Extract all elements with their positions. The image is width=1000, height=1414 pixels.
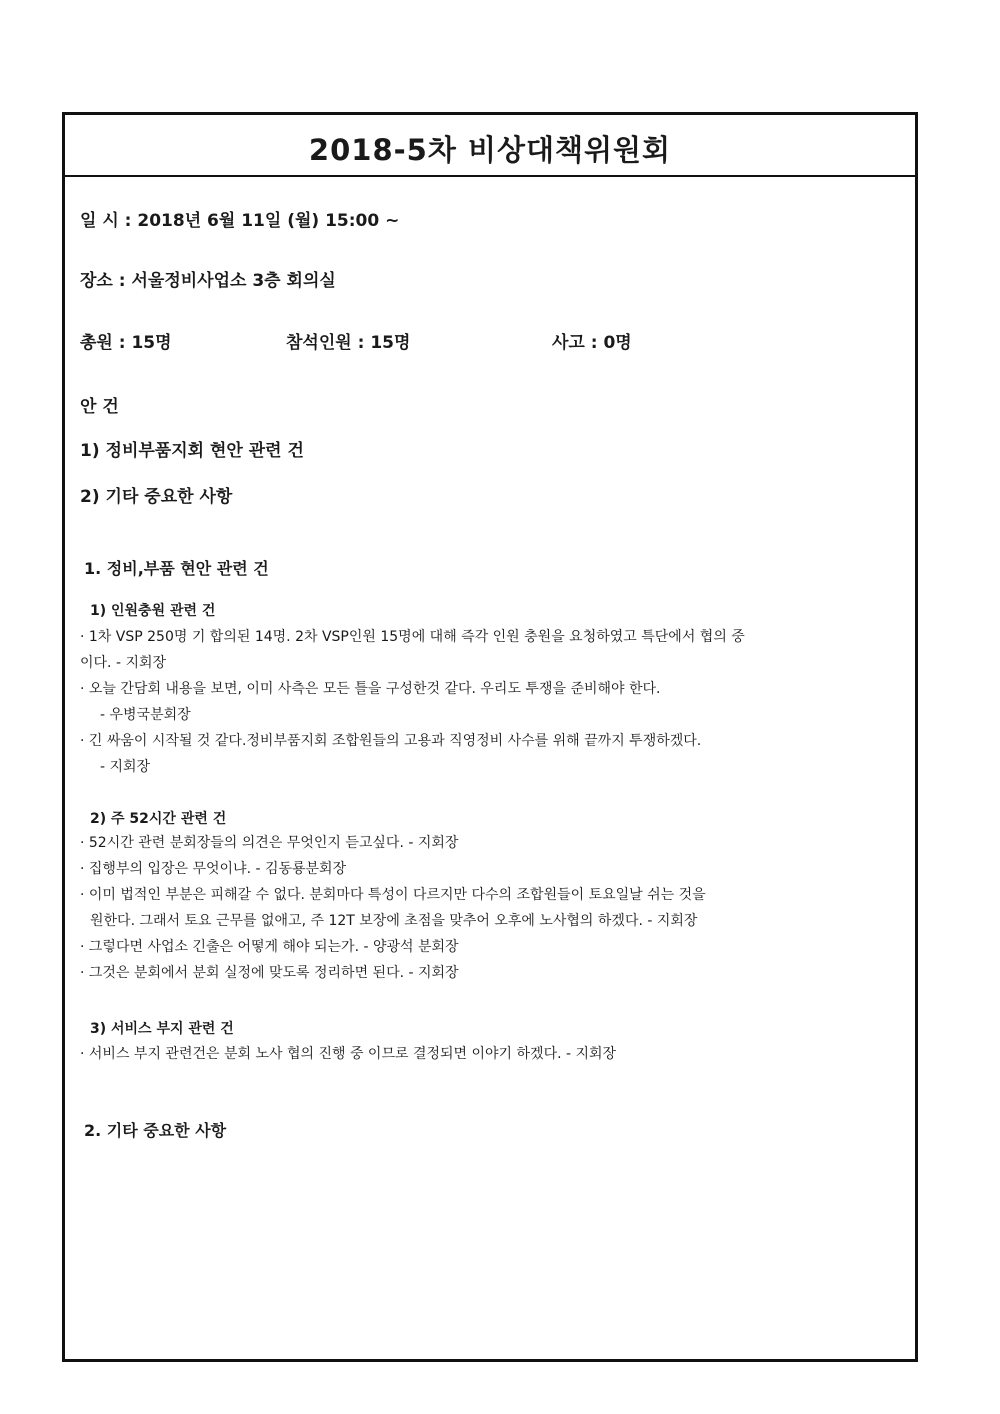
agenda-item-1: 1) 정비부품지회 현안 관련 건 (80, 441, 304, 461)
subsection-1-line: · 오늘 간담회 내용을 보면, 이미 사측은 모든 틀을 구성한것 같다. 우리도 투쟁을 준비해야 한다. (80, 681, 661, 697)
subsection-2-line: · 52시간 관련 분회장들의 의견은 무엇인지 듣고싶다. - 지회장 (80, 835, 459, 851)
subsection-3-line: · 서비스 부지 관련건은 분회 노사 협의 진행 중 이므로 결정되면 이야기 하겠다. - 지회장 (80, 1046, 617, 1062)
subsection-2-line: · 그렇다면 사업소 긴출은 어떻게 해야 되는가. - 양광석 분회장 (80, 939, 459, 955)
section-1-heading: 1. 정비,부품 현안 관련 건 (84, 559, 269, 578)
subsection-1-line: - 지회장 (100, 759, 151, 775)
subsection-2-line: · 집행부의 입장은 무엇이냐. - 김동룡분회장 (80, 861, 347, 877)
subsection-1-line: - 우병국분회장 (100, 707, 191, 723)
meeting-attendees: 참석인원 : 15명 (286, 333, 411, 353)
meeting-datetime: 일 시 : 2018년 6월 11일 (월) 15:00 ~ (80, 211, 400, 231)
subsection-3-heading: 3) 서비스 부지 관련 건 (90, 1021, 234, 1037)
subsection-1-line: · 1차 VSP 250명 기 합의된 14명. 2차 VSP인원 15명에 대해 즉각 인원 충원을 요청하였고 특단에서 협의 중 (80, 629, 745, 645)
meeting-absent: 사고 : 0명 (552, 333, 632, 353)
subsection-1-line: · 긴 싸움이 시작될 것 같다.정비부품지회 조합원들의 고용과 직영정비 사수를 위해 끝까지 투쟁하겠다. (80, 733, 702, 749)
subsection-2-line: · 이미 법적인 부분은 피해갈 수 없다. 분회마다 특성이 다르지만 다수의 조합원들이 토요일날 쉬는 것을 (80, 887, 706, 903)
title-row (65, 115, 915, 177)
meeting-place: 장소 : 서울정비사업소 3층 회의실 (80, 271, 336, 291)
subsection-2-line: · 그것은 분회에서 분회 실정에 맞도록 정리하면 된다. - 지회장 (80, 965, 459, 981)
subsection-2-line: 원한다. 그래서 토요 근무를 없애고, 주 12T 보장에 초점을 맞추어 오후에 노사협의 하겠다. - 지회장 (90, 913, 698, 929)
meeting-total: 총원 : 15명 (80, 333, 172, 353)
agenda-heading: 안 건 (80, 397, 119, 417)
agenda-item-2: 2) 기타 중요한 사항 (80, 487, 233, 507)
section-2-heading: 2. 기타 중요한 사항 (84, 1121, 227, 1140)
document-title: 2018-5차 비상대책위원회 (308, 132, 672, 167)
subsection-2-heading: 2) 주 52시간 관련 건 (90, 811, 227, 827)
subsection-1-line: 이다. - 지회장 (80, 655, 167, 671)
subsection-1-heading: 1) 인원충원 관련 건 (90, 603, 216, 619)
